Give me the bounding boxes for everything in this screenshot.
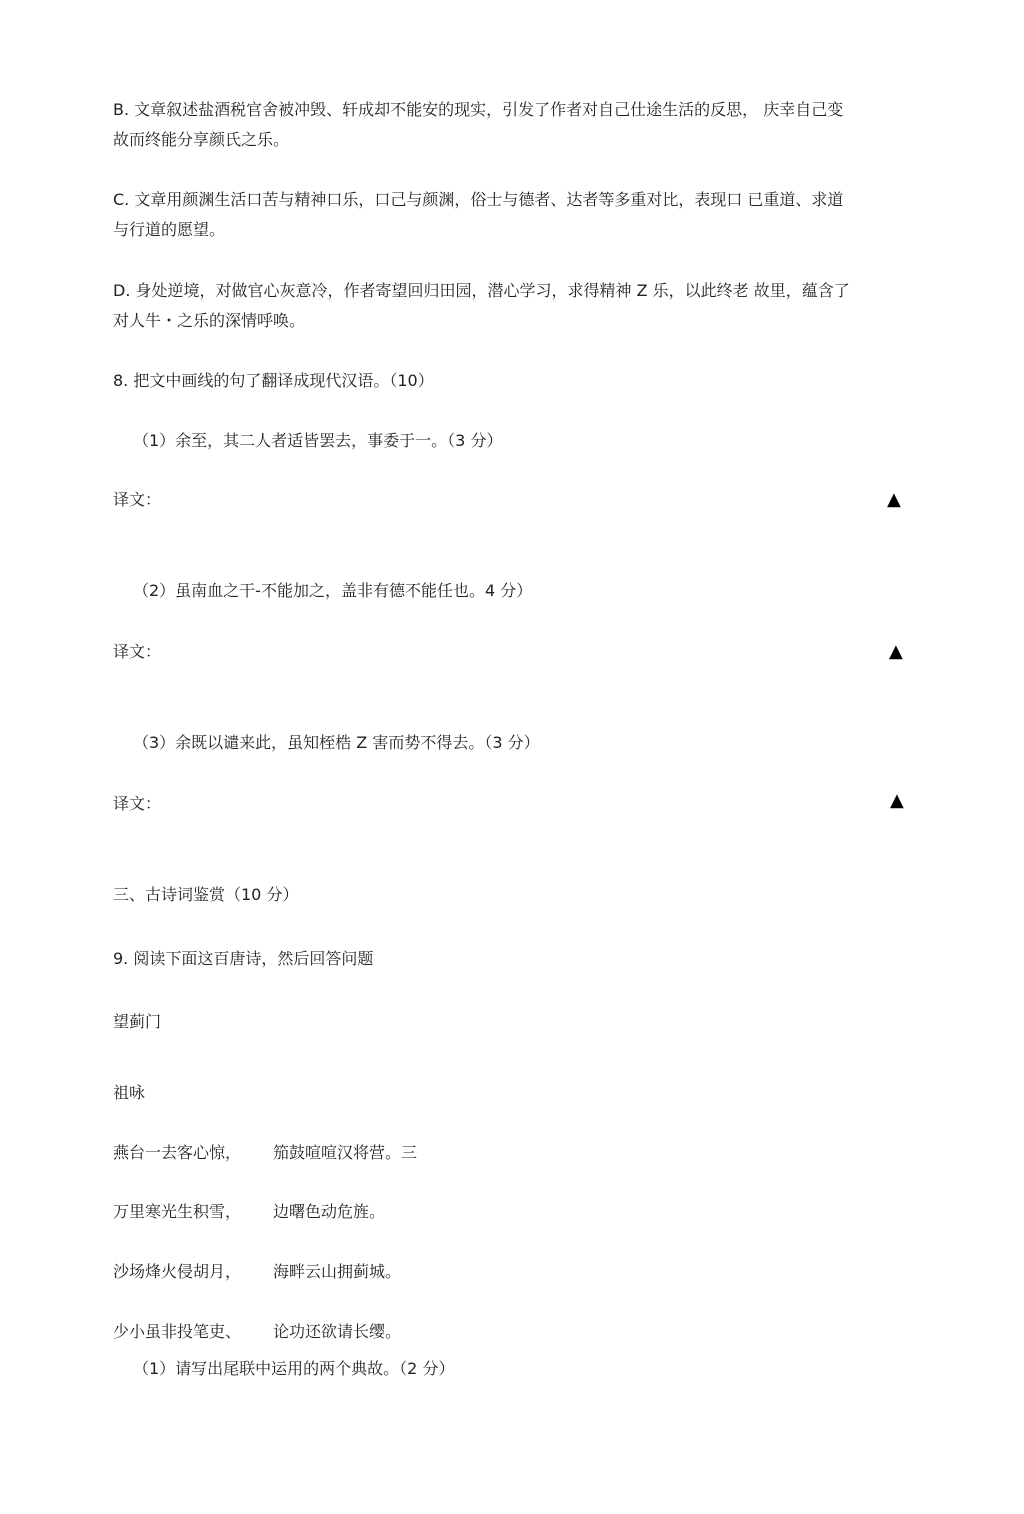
option-d-line-2: 对人牛・之乐的深情呼唤。 xyxy=(113,311,306,330)
poem-line-1a: 燕台一去客心惊， xyxy=(113,1143,242,1162)
option-c-line-2: 与行道的愿望。 xyxy=(113,220,226,239)
q9-prompt: 9. 阅读下面这百唐诗，然后回答问题 xyxy=(113,949,374,968)
poem-line-3b: 海畔云山拥蓟城。 xyxy=(273,1262,402,1281)
q8-sentence-3: （3）余既以谴来此，虽知桎梏 Z 害而势不得去。（3 分） xyxy=(133,733,540,752)
poem-line-4a: 少小虽非投笔吏、 xyxy=(113,1322,242,1341)
q8-sentence-2: （2）虽南血之干-不能加之，盖非有德不能任也。4 分） xyxy=(133,581,533,600)
answer-triangle-icon-2: ▲ xyxy=(889,641,903,662)
option-b-line-2: 故而终能分享颜氏之乐。 xyxy=(113,130,290,149)
q8-answer-label-2: 译文： xyxy=(113,642,162,661)
answer-triangle-icon-3: ▲ xyxy=(890,790,904,811)
q8-sentence-1: （1）余至，其二人者适皆罢去，事委于一。（3 分） xyxy=(133,431,503,450)
poem-line-3a: 沙场烽火侵胡月， xyxy=(113,1262,242,1281)
poem-line-2b: 边曙色动危旌。 xyxy=(273,1202,386,1221)
q8-title: 8. 把文中画线的句了翻译成现代汉语。（10） xyxy=(113,371,434,390)
q9-sub-question-1: （1）请写出尾联中运用的两个典故。（2 分） xyxy=(133,1359,455,1378)
answer-triangle-icon-1: ▲ xyxy=(887,489,901,510)
poem-line-4b: 论功还欲请长缨。 xyxy=(273,1322,402,1341)
poem-title: 望蓟门 xyxy=(113,1012,162,1031)
section-3-heading: 三、古诗词鉴赏（10 分） xyxy=(113,885,299,904)
poem-author: 祖咏 xyxy=(113,1083,146,1102)
option-c-line-1: C. 文章用颜渊生活口苦与精神口乐，口己与颜渊，俗士与德者、达者等多重对比，表现口 已重道、求道 xyxy=(113,190,844,209)
poem-line-1b: 笳鼓喧喧汉将营。三 xyxy=(273,1143,418,1162)
poem-line-2a: 万里寒光生积雪， xyxy=(113,1202,242,1221)
option-d-line-1: D. 身处逆境，对做官心灰意冷，作者寄望回归田园，潜心学习，求得精神 Z 乐，以此终老 故里，蕴含了 xyxy=(113,281,850,300)
q8-answer-label-1: 译文： xyxy=(113,490,162,509)
q8-answer-label-3: 译文： xyxy=(113,794,162,813)
option-b-line-1: B. 文章叙述盐酒税官舍被冲毁、轩成却不能安的现实，引发了作者对自己仕途生活的反思， 庆幸自己变 xyxy=(113,100,844,119)
